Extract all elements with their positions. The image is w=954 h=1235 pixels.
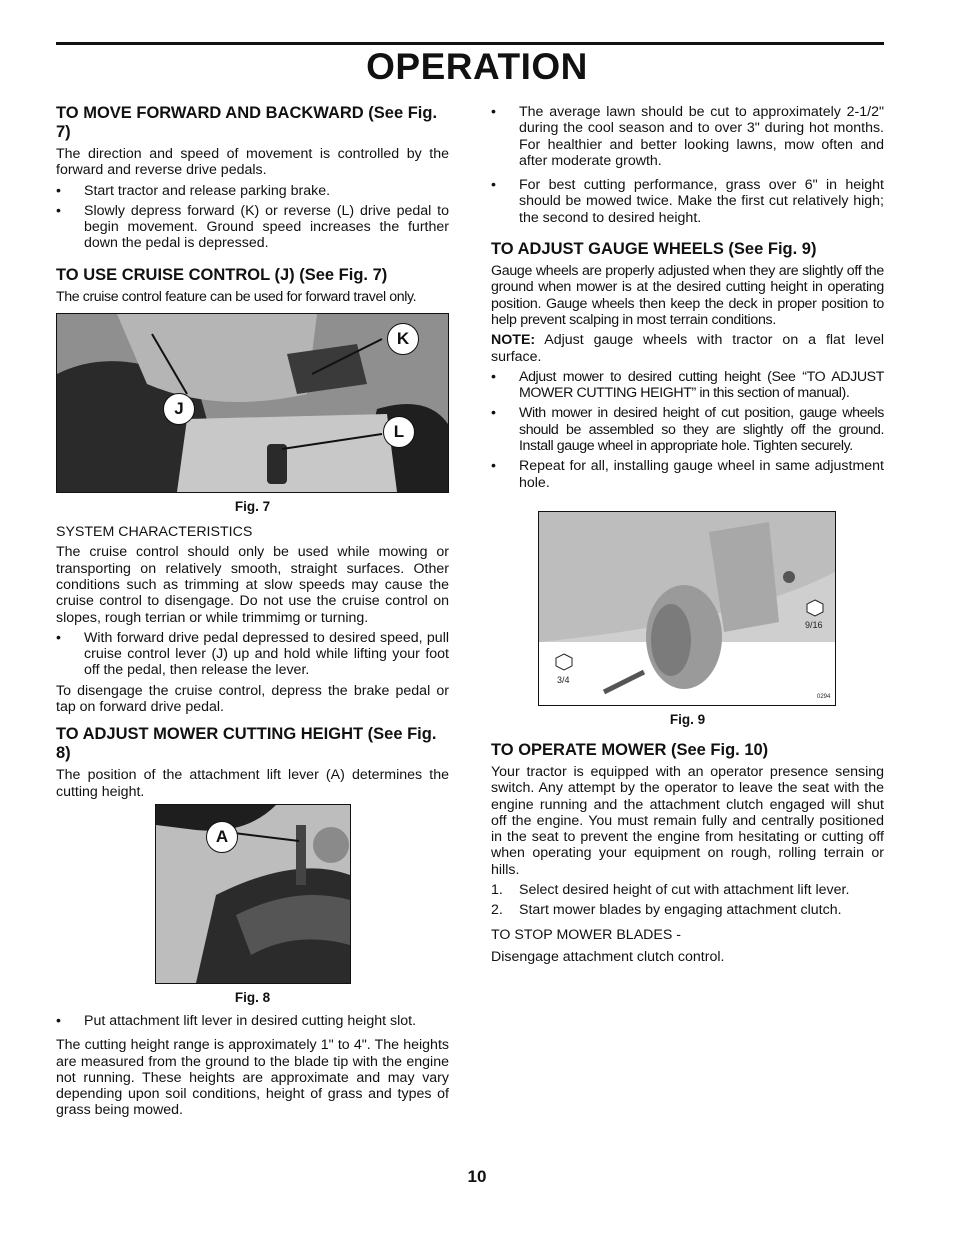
- bullet-list: [491, 104, 884, 226]
- left-column: [56, 104, 449, 1123]
- numbered-list: [491, 882, 884, 919]
- note: [491, 332, 884, 365]
- figure-7-image: [56, 313, 449, 493]
- list-item: • For best cutting performance, grass over 6" in height should be mowed twice. Make the first cut relatively high; the second to desired height.: [491, 177, 884, 226]
- paragraph: The cruise control should only be used while mowing or transporting on relatively smooth, straight surfaces. Other conditions such as trimming at slow speeds may cause the cruise control to disengage. Do not use the cruise control on slopes, rough terrian or while trimmimg or turning.: [56, 544, 449, 626]
- figure-9-image: [538, 511, 836, 706]
- section-heading-operate-mower: TO OPERATE MOWER (See Fig. 10): [491, 740, 769, 759]
- paragraph: Disengage attachment clutch control.: [491, 948, 725, 965]
- paragraph: The position of the attachment lift lever (A) determines the cutting height.: [56, 767, 449, 800]
- list-item: • With mower in desired height of cut position, gauge wheels should be assembled so they are slightly off the ground. Install gauge wheel in appropriate hole. Tighten securely.: [491, 405, 884, 455]
- figure-caption: Fig. 7: [234, 499, 271, 515]
- list-item: • Start tractor and release parking brake.: [56, 182, 331, 199]
- gauge-wheel-illustration: [539, 512, 835, 705]
- callout-k: K: [387, 323, 419, 355]
- bullet-list: [491, 369, 884, 491]
- figure-caption: Fig. 9: [669, 711, 706, 727]
- section-heading-cruise-control: TO USE CRUISE CONTROL (J) (See Fig. 7): [56, 265, 388, 284]
- wrench-size-label: 9/16: [805, 619, 823, 630]
- lift-lever-illustration: [156, 805, 350, 983]
- figure-8-image: [155, 804, 351, 984]
- bullet-list: [56, 183, 449, 252]
- callout-a: A: [206, 821, 238, 853]
- page-title: OPERATION: [366, 46, 588, 87]
- list-item: • The average lawn should be cut to approximately 2-1/2" during the cool season and to over 3" during hot months. For healthier and better looking lawns, mow often and after moderate growth.: [491, 104, 884, 169]
- figure-caption: Fig. 8: [234, 989, 271, 1005]
- list-item: • Repeat for all, installing gauge wheel in same adjustment hole.: [491, 458, 884, 491]
- callout-j: J: [163, 393, 195, 425]
- note-label: NOTE:: [491, 332, 536, 349]
- list-item: • Slowly depress forward (K) or reverse (L) drive pedal to begin movement. Ground speed increases the further down the pedal is depressed.: [56, 202, 449, 252]
- wrench-size-label: 3/4: [557, 674, 570, 685]
- page-number: 10: [467, 1167, 487, 1186]
- paragraph: Gauge wheels are properly adjusted when they are slightly off the ground when mower is at the desired cutting height in operating position. Gauge wheels then keep the deck in proper position to help prevent scalping in most terrain conditions.: [491, 263, 884, 328]
- subheading: TO STOP MOWER BLADES -: [491, 926, 681, 943]
- paragraph: Your tractor is equipped with an operator presence sensing switch. Any attempt by the operator to leave the seat with the engine running and the attachment clutch engaged will shut off the engine. You must remain fully and centrally positioned in the seat to prevent the engine from hesitating or cutting off when operating your equipment on rough, rolling terrain or hills.: [491, 763, 884, 878]
- list-item: • Adjust mower to desired cutting height (See “TO ADJUST MOWER CUTTING HEIGHT” in this section of manual).: [491, 368, 884, 402]
- note-text: Adjust gauge wheels with tractor on a flat level surface.: [491, 332, 884, 365]
- callout-l: L: [383, 416, 415, 448]
- section-heading-cutting-height: TO ADJUST MOWER CUTTING HEIGHT (See Fig. 8): [56, 725, 437, 763]
- paragraph: The cruise control feature can be used for forward travel only.: [56, 288, 417, 305]
- right-column: [491, 104, 884, 969]
- section-heading-forward-backward: TO MOVE FORWARD AND BACKWARD (See Fig. 7): [56, 104, 438, 141]
- section-heading-gauge-wheels: TO ADJUST GAUGE WHEELS (See Fig. 9): [491, 240, 817, 259]
- list-item: 1. Select desired height of cut with attachment lift lever.: [491, 882, 850, 899]
- title-rule: [56, 42, 884, 45]
- paragraph: The cutting height range is approximately 1" to 4". The heights are measured from the ground to the blade tip with the engine not running. These heights are approximate and may vary depending upon soil conditions, height of grass and types of grass being mowed.: [56, 1037, 449, 1119]
- list-item: • With forward drive pedal depressed to desired speed, pull cruise control lever (J) up and hold while lifting your foot off the pedal, then release the lever.: [56, 629, 449, 679]
- paragraph: The direction and speed of movement is controlled by the forward and reverse drive pedals.: [56, 146, 449, 179]
- paragraph: To disengage the cruise control, depress the brake pedal or tap on forward drive pedal.: [56, 682, 449, 716]
- list-item: 2. Start mower blades by engaging attachment clutch.: [491, 902, 842, 919]
- list-item: • Put attachment lift lever in desired cutting height slot.: [56, 1012, 417, 1029]
- bullet-list: [56, 630, 449, 679]
- figure-code: 0294: [817, 693, 831, 700]
- bullet-list: [56, 1013, 449, 1029]
- subheading: SYSTEM CHARACTERISTICS: [56, 524, 253, 541]
